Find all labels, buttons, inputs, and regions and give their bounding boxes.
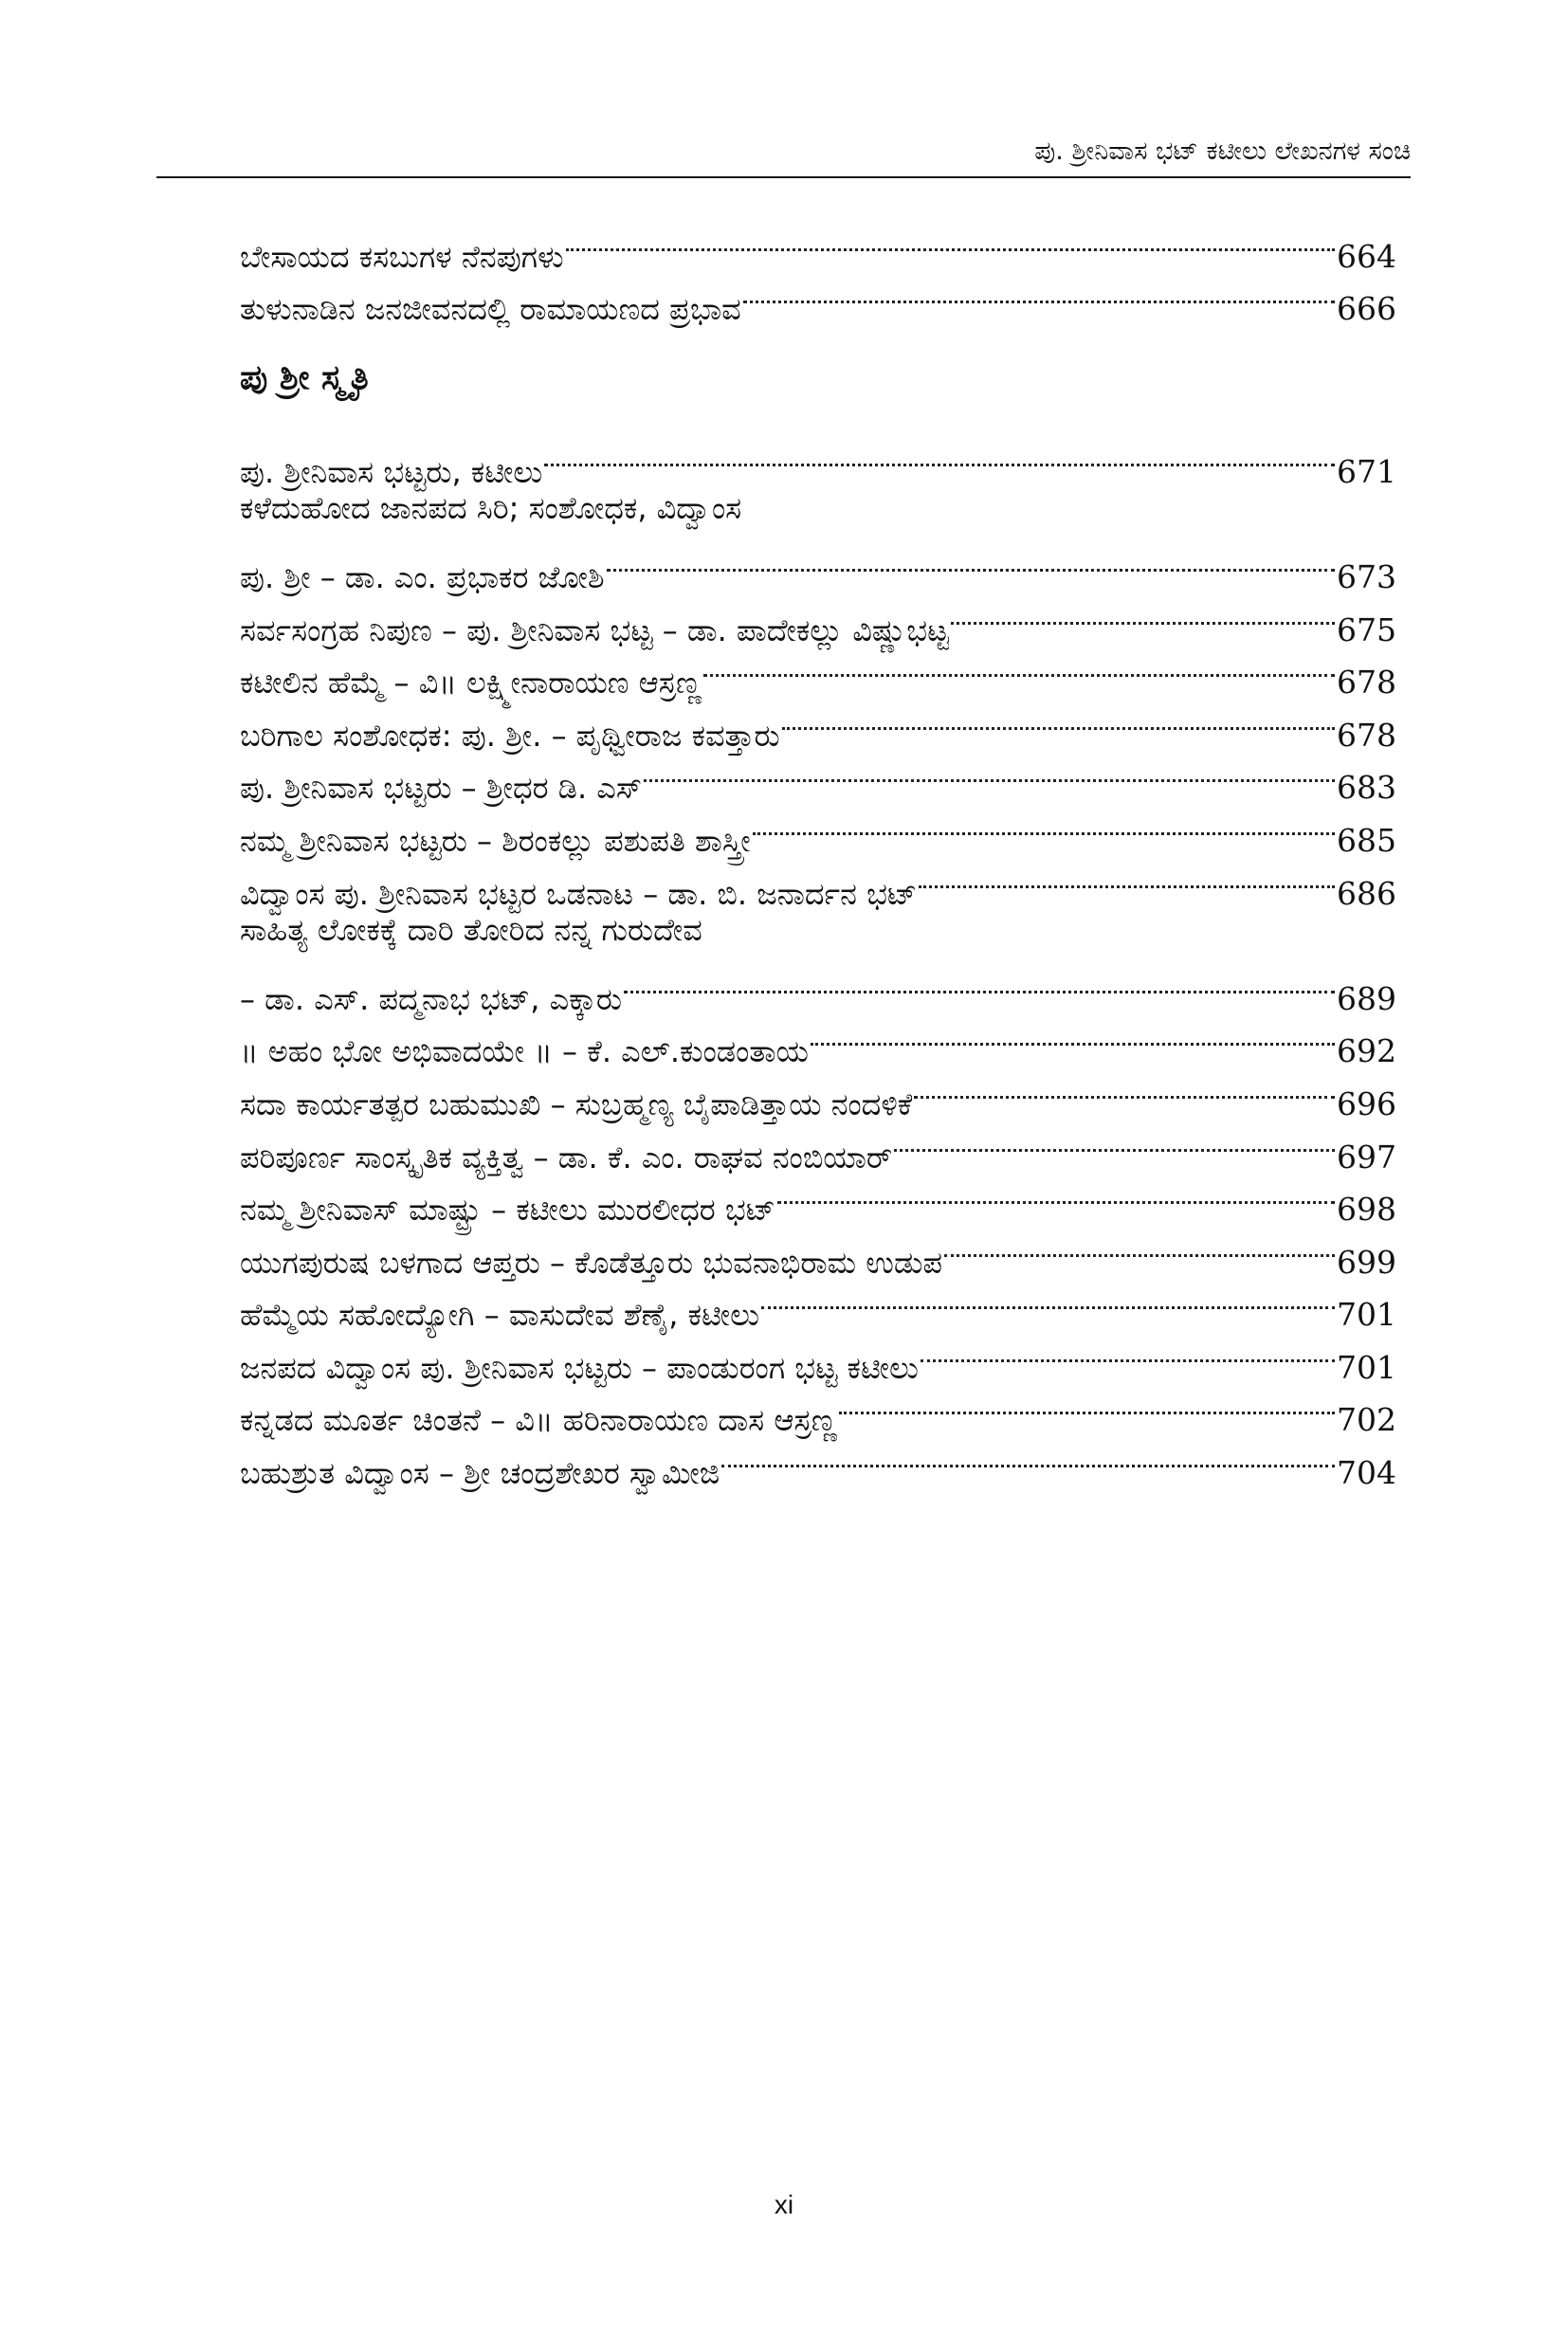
dot-leader [919, 851, 1335, 904]
dot-leader [721, 1431, 1335, 1484]
page-number: xi [774, 2190, 794, 2219]
toc-entry-title: ತುಳುನಾಡಿನ ಜನಜೀವನದಲ್ಲಿ ರಾಮಾಯಣದ ಪ್ರಭಾವ [240, 291, 741, 328]
dot-leader [607, 535, 1335, 588]
toc-entry-page: 675 [1337, 611, 1396, 648]
toc-entry-page: 698 [1337, 1191, 1396, 1229]
toc-entry-title: ವಿದ್ವಾಂಸ ಪು. ಶ್ರೀನಿವಾಸ ಭಟ್ಟರ ಒಡನಾಟ – ಡಾ. ಬಿ. ಜನಾರ್ದನ ಭಟ್ [240, 875, 918, 912]
toc-entry-page: 696 [1337, 1084, 1396, 1122]
dot-leader [894, 1115, 1335, 1168]
toc-entry [240, 429, 1396, 490]
toc-entry-title: ಬಹುಶ್ರುತ ವಿದ್ವಾಂಸ – ಶ್ರೀ ಚಂದ್ರಶೇಖರ ಸ್ವಾಮೀಜಿ [240, 1455, 720, 1492]
toc-entry-page: 701 [1337, 1348, 1396, 1386]
dot-leader [644, 746, 1335, 799]
dot-leader [944, 1220, 1335, 1273]
dot-leader [753, 798, 1335, 851]
toc-entry-title: ಕಳೆದುಹೋದ ಜಾನಪದ ಸಿರಿ; ಸಂಶೋಧಕ, ವಿದ್ವಾಂಸ [240, 489, 742, 526]
toc-entry-title: ಪು. ಶ್ರೀ – ಡಾ. ಎಂ. ಪ್ರಭಾಕರ ಜೋಶಿ [240, 558, 605, 595]
toc-entry-title: ಯುಗಪುರುಷ ಬಳಗಾದ ಆಪ್ತರು – ಕೊಡೆತ್ತೂರು ಭುವನಾಭಿರಾಮ ಉಡುಪ [240, 1244, 942, 1281]
toc-entry-title: ಪು. ಶ್ರೀನಿವಾಸ ಭಟ್ಟರು – ಶ್ರೀಧರ ಡಿ. ಎಸ್ [240, 770, 643, 807]
toc-entry-title: – ಡಾ. ಎಸ್. ಪದ್ಮನಾಭ ಭಟ್, ಎಕ್ಕಾರು [240, 980, 623, 1017]
dot-leader [703, 641, 1335, 694]
dot-leader [761, 1273, 1335, 1326]
toc-entry-page: 692 [1337, 1032, 1396, 1070]
dot-leader [811, 1010, 1335, 1063]
toc-entry-title: ಬೇಸಾಯದ ಕಸಬುಗಳ ನೆನಪುಗಳು [240, 238, 564, 275]
toc-entry-title: ನಮ್ಮ ಶ್ರೀನಿವಾಸ ಭಟ್ಟರು – ಶಿರಂಕಲ್ಲು ಪಶುಪತಿ ಶಾಸ್ತ್ರೀ [240, 822, 751, 859]
dot-leader [566, 214, 1335, 267]
running-header [156, 133, 1411, 178]
toc-entry-title: ಸದಾ ಕಾರ್ಯತತ್ಪರ ಬಹುಮುಖಿ – ಸುಬ್ರಹ್ಮಣ್ಯ ಬೈಪಾಡಿತ್ತಾಯ ನಂದಳಿಕೆ [240, 1085, 913, 1122]
dot-leader [544, 429, 1335, 483]
section-heading: ಪು ಶ್ರೀ ಸ್ಮೃತಿ [240, 358, 369, 398]
toc-entry [240, 535, 1396, 595]
table-of-contents [240, 214, 1396, 1492]
toc-entry-page: 664 [1337, 237, 1396, 275]
toc-entry-page: 683 [1337, 769, 1396, 807]
toc-entry-page: 686 [1337, 874, 1396, 912]
toc-entry-title: ಕಟೀಲಿನ ಹೆಮ್ಮೆ – ವಿ॥ ಲಕ್ಷ್ಮೀನಾರಾಯಣ ಆಸ್ರಣ್ಣ [240, 665, 702, 702]
toc-entry-page: 666 [1337, 290, 1396, 328]
toc-entry [240, 957, 1396, 1017]
toc-entry-title: ನಮ್ಮ ಶ್ರೀನಿವಾಸ್ ಮಾಷ್ಟ್ರು – ಕಟೀಲು ಮುರಲೀಧರ ಭಟ್ [240, 1192, 776, 1229]
toc-entry-page: 701 [1337, 1296, 1396, 1334]
toc-entry-page: 689 [1337, 979, 1396, 1017]
dot-leader [914, 1062, 1335, 1115]
toc-entry-title: ಪರಿಪೂರ್ಣ ಸಾಂಸ್ಕೃತಿಕ ವ್ಯಕ್ತಿತ್ವ – ಡಾ. ಕೆ. ಎಂ. ರಾಘವ ನಂಬಿಯಾರ್ [240, 1139, 893, 1176]
toc-entry-title: ॥ ಅಹಂ ಭೋ ಅಭಿವಾದಯೇ ॥ – ಕೆ. ಎಲ್.ಕುಂಡಂತಾಯ [240, 1033, 809, 1070]
dot-leader [743, 267, 1335, 320]
toc-entry-title: ಸರ್ವಸಂಗ್ರಹ ನಿಪುಣ – ಪು. ಶ್ರೀನಿವಾಸ ಭಟ್ಟ – ಡಾ. ಪಾದೇಕಲ್ಲು ವಿಷ್ಣುಭಟ್ಟ [240, 611, 950, 648]
toc-entry-page: 671 [1337, 452, 1396, 490]
toc-entry-page: 697 [1337, 1138, 1396, 1176]
toc-entry-page: 702 [1337, 1401, 1396, 1439]
toc-entry-title: ಕನ್ನಡದ ಮೂರ್ತ ಚಿಂತನೆ – ವಿ॥ ಹರಿನಾರಾಯಣ ದಾಸ ಆಸ್ರಣ್ಣ [240, 1402, 837, 1439]
toc-entry-title: ಪು. ಶ್ರೀನಿವಾಸ ಭಟ್ಟರು, ಕಟೀಲು [240, 453, 543, 490]
toc-entry [240, 214, 1396, 275]
toc-entry-page: 685 [1337, 821, 1396, 859]
dot-leader [951, 588, 1335, 641]
toc-entry-title: ಬರಿಗಾಲ ಸಂಶೋಧಕ: ಪು. ಶ್ರೀ. – ಪೃಥ್ವೀರಾಜ ಕವತ್ತಾರು [240, 717, 780, 754]
dot-leader [839, 1378, 1335, 1431]
toc-entry-title: ಹೆಮ್ಮೆಯ ಸಹೋದ್ಯೋಗಿ – ವಾಸುದೇವ ಶೆಣೈ, ಕಟೀಲು [240, 1297, 760, 1334]
toc-entry [240, 483, 1396, 536]
toc-entry-page: 699 [1337, 1243, 1396, 1281]
toc-entry-page: 678 [1337, 664, 1396, 702]
dot-leader [624, 957, 1335, 1010]
dot-leader [777, 1168, 1335, 1221]
dot-leader [782, 693, 1335, 746]
toc-entry-page: 704 [1337, 1454, 1396, 1492]
toc-top-list [240, 214, 1396, 328]
dot-leader [921, 1325, 1335, 1378]
toc-section-list [240, 429, 1396, 1492]
toc-entry-title: ಜನಪದ ವಿದ್ವಾಂಸ ಪು. ಶ್ರೀನಿವಾಸ ಭಟ್ಟರು – ಪಾಂಡುರಂಗ ಭಟ್ಟ ಕಟೀಲು [240, 1349, 919, 1386]
running-title: ಪು. ಶ್ರೀನಿವಾಸ ಭಟ್ ಕಟೀಲು ಲೇಖನಗಳ ಸಂಚಿ [1034, 137, 1411, 166]
toc-entry-title: ಸಾಹಿತ್ಯ ಲೋಕಕ್ಕೆ ದಾರಿ ತೋರಿದ ನನ್ನ ಗುರುದೇವ [240, 911, 702, 948]
toc-entry-page: 673 [1337, 557, 1396, 595]
toc-entry-page: 678 [1337, 716, 1396, 754]
